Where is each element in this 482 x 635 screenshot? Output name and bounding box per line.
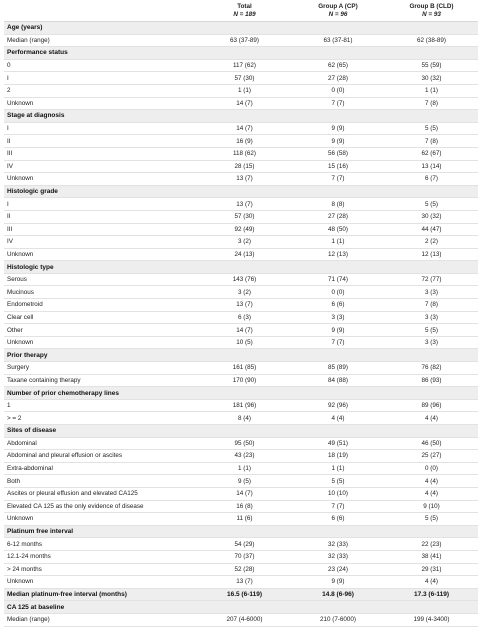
value-cell: 9 (9) [291,135,385,148]
value-cell: 1 (1) [198,84,291,97]
value-cell: 7 (8) [385,299,478,312]
row-label: I [4,72,198,85]
value-cell: 0 (0) [291,286,385,299]
value-cell: 7 (7) [291,97,385,110]
value-cell: 57 (30) [198,72,291,85]
section-label: Age (years) [4,22,478,35]
value-cell: 7 (7) [291,336,385,349]
value-cell: 3 (3) [291,311,385,324]
value-cell: 54 (29) [198,538,291,551]
value-cell: 170 (90) [198,374,291,387]
value-cell: 14 (7) [198,122,291,135]
row-label: Endometroid [4,299,198,312]
value-cell: 161 (85) [198,362,291,375]
row-label: II [4,135,198,148]
value-cell: 4 (4) [385,412,478,425]
value-cell: 7 (8) [385,135,478,148]
table-row [4,563,478,576]
value-cell: 14 (7) [198,97,291,110]
value-cell: 12 (13) [385,248,478,261]
header-group-a-n: N = 96 [328,11,348,18]
row-label: Abdominal and pleural effusion or ascites [4,450,198,463]
table-row [4,34,478,47]
table-row [4,513,478,526]
row-label: 0 [4,59,198,72]
value-cell: 25 (27) [385,450,478,463]
section-header-row [4,110,478,123]
value-cell: 4 (4) [291,412,385,425]
value-cell: 3 (3) [385,336,478,349]
row-label: Unknown [4,97,198,110]
table-row [4,173,478,186]
table-row [4,437,478,450]
header-row [4,0,478,22]
table-row [4,324,478,337]
value-cell: 44 (47) [385,223,478,236]
value-cell: 5 (5) [385,198,478,211]
value-cell: 9 (9) [291,122,385,135]
value-cell: 70 (37) [198,550,291,563]
value-cell: 2 (2) [385,236,478,249]
value-cell: 28 (15) [198,160,291,173]
section-label: Median platinum-free interval (months) [4,588,198,601]
header-group-a-title: Group A (CP) [318,3,358,10]
section-stat-cell: 14.8 (6-96) [291,588,385,601]
table-row [4,122,478,135]
table-row [4,160,478,173]
table-row [4,500,478,513]
value-cell: 5 (5) [385,513,478,526]
value-cell: 4 (4) [385,576,478,589]
value-cell: 16 (8) [198,500,291,513]
header-group-b-n: N = 93 [422,11,441,18]
table-row [4,72,478,85]
value-cell: 46 (50) [385,437,478,450]
row-label: Both [4,475,198,488]
table-row [4,550,478,563]
table-row [4,210,478,223]
value-cell: 6 (3) [198,311,291,324]
value-cell: 7 (7) [291,500,385,513]
section-label: Histologic grade [4,185,478,198]
table-row [4,286,478,299]
value-cell: 118 (62) [198,147,291,160]
value-cell: 10 (10) [291,487,385,500]
value-cell: 10 (5) [198,336,291,349]
table-row [4,412,478,425]
section-label: CA 125 at baseline [4,601,478,614]
value-cell: 3 (2) [198,236,291,249]
section-label: Platinum free interval [4,525,478,538]
row-label: Extra-abdominal [4,462,198,475]
value-cell: 12 (13) [291,248,385,261]
value-cell: 6 (6) [291,513,385,526]
row-label: Median (range) [4,613,198,626]
value-cell: 13 (7) [198,198,291,211]
header-total-title: Total [237,3,252,10]
value-cell: 38 (41) [385,550,478,563]
value-cell: 63 (37-89) [198,34,291,47]
value-cell: 84 (88) [291,374,385,387]
value-cell: 48 (50) [291,223,385,236]
characteristics-table [4,0,478,627]
value-cell: 62 (67) [385,147,478,160]
row-label: Unknown [4,173,198,186]
value-cell: 3 (3) [385,311,478,324]
table-row [4,248,478,261]
section-stat-cell: 17.3 (6-119) [385,588,478,601]
value-cell: 22 (23) [385,538,478,551]
value-cell: 143 (76) [198,273,291,286]
value-cell: 32 (33) [291,550,385,563]
value-cell: 89 (96) [385,399,478,412]
value-cell: 18 (19) [291,450,385,463]
table-row [4,336,478,349]
value-cell: 92 (49) [198,223,291,236]
value-cell: 16 (9) [198,135,291,148]
value-cell: 49 (51) [291,437,385,450]
section-label: Prior therapy [4,349,478,362]
table-row [4,311,478,324]
value-cell: 5 (5) [385,122,478,135]
value-cell: 3 (3) [385,286,478,299]
row-label: III [4,147,198,160]
row-label: Unknown [4,336,198,349]
section-header-row [4,349,478,362]
value-cell: 63 (37-81) [291,34,385,47]
value-cell: 6 (7) [385,173,478,186]
value-cell: 13 (7) [198,299,291,312]
value-cell: 85 (89) [291,362,385,375]
value-cell: 30 (32) [385,72,478,85]
value-cell: 8 (8) [291,198,385,211]
value-cell: 13 (7) [198,173,291,186]
value-cell: 13 (7) [198,576,291,589]
row-label: I [4,198,198,211]
table-row [4,538,478,551]
value-cell: 55 (59) [385,59,478,72]
section-label: Sites of disease [4,425,478,438]
row-label: 6-12 months [4,538,198,551]
section-label: Number of prior chemotherapy lines [4,387,478,400]
value-cell: 5 (5) [385,324,478,337]
value-cell: 199 (4-3400) [385,613,478,626]
table-row [4,399,478,412]
value-cell: 8 (4) [198,412,291,425]
section-header-row [4,525,478,538]
row-label: Unknown [4,576,198,589]
header-total [198,0,291,22]
table-row [4,462,478,475]
row-label: Abdominal [4,437,198,450]
table-row [4,198,478,211]
value-cell: 0 (0) [385,462,478,475]
row-label: IV [4,236,198,249]
row-label: Unknown [4,513,198,526]
row-label: Other [4,324,198,337]
row-label: II [4,210,198,223]
value-cell: 1 (1) [198,462,291,475]
value-cell: 95 (50) [198,437,291,450]
value-cell: 117 (62) [198,59,291,72]
value-cell: 3 (2) [198,286,291,299]
value-cell: 57 (30) [198,210,291,223]
header-group-a [291,0,385,22]
header-group-b [385,0,478,22]
row-label: III [4,223,198,236]
row-label: 12.1-24 months [4,550,198,563]
row-label: I [4,122,198,135]
value-cell: 9 (5) [198,475,291,488]
value-cell: 15 (16) [291,160,385,173]
table-row [4,475,478,488]
table-row [4,487,478,500]
value-cell: 62 (65) [291,59,385,72]
value-cell: 210 (7-6000) [291,613,385,626]
value-cell: 43 (23) [198,450,291,463]
header-group-b-title: Group B (CLD) [409,3,454,10]
value-cell: 1 (1) [291,236,385,249]
table-row [4,576,478,589]
row-label: 1 [4,399,198,412]
value-cell: 76 (82) [385,362,478,375]
value-cell: 4 (4) [385,487,478,500]
value-cell: 32 (33) [291,538,385,551]
value-cell: 29 (31) [385,563,478,576]
value-cell: 1 (1) [291,462,385,475]
value-cell: 23 (24) [291,563,385,576]
row-label: Taxane containing therapy [4,374,198,387]
value-cell: 6 (6) [291,299,385,312]
value-cell: 30 (32) [385,210,478,223]
value-cell: 27 (28) [291,72,385,85]
value-cell: 9 (9) [291,576,385,589]
value-cell: 71 (74) [291,273,385,286]
value-cell: 13 (14) [385,160,478,173]
table-row [4,135,478,148]
value-cell: 4 (4) [385,475,478,488]
value-cell: 181 (96) [198,399,291,412]
value-cell: 9 (10) [385,500,478,513]
value-cell: 5 (5) [291,475,385,488]
value-cell: 56 (58) [291,147,385,160]
value-cell: 92 (96) [291,399,385,412]
table-row [4,273,478,286]
table-row [4,236,478,249]
row-label: IV [4,160,198,173]
table-row [4,223,478,236]
value-cell: 11 (6) [198,513,291,526]
value-cell: 14 (7) [198,324,291,337]
row-label: Clear cell [4,311,198,324]
section-label: Histologic type [4,261,478,274]
header-blank [4,0,198,22]
section-header-row [4,22,478,35]
table-row [4,84,478,97]
table-row [4,613,478,626]
section-stat-cell: 16.5 (6-119) [198,588,291,601]
row-label: Unknown [4,248,198,261]
header-total-n: N = 189 [233,11,256,18]
value-cell: 9 (9) [291,324,385,337]
row-label: > 24 months [4,563,198,576]
value-cell: 52 (28) [198,563,291,576]
value-cell: 0 (0) [291,84,385,97]
section-label: Performance status [4,47,478,60]
table-body [4,22,478,627]
section-header-row [4,47,478,60]
section-header-row [4,425,478,438]
value-cell: 62 (38-89) [385,34,478,47]
value-cell: 86 (93) [385,374,478,387]
table-row [4,299,478,312]
value-cell: 1 (1) [385,84,478,97]
section-header-row [4,261,478,274]
value-cell: 7 (8) [385,97,478,110]
row-label: Surgery [4,362,198,375]
table-row [4,450,478,463]
section-label: Stage at diagnosis [4,110,478,123]
table-row [4,59,478,72]
value-cell: 14 (7) [198,487,291,500]
value-cell: 72 (77) [385,273,478,286]
table-row [4,362,478,375]
value-cell: 24 (13) [198,248,291,261]
table-row [4,374,478,387]
row-label: 2 [4,84,198,97]
value-cell: 7 (7) [291,173,385,186]
row-label: Elevated CA 125 as the only evidence of disease [4,500,198,513]
table-row [4,97,478,110]
section-header-row [4,601,478,614]
row-label: Serous [4,273,198,286]
section-header-row [4,588,478,601]
value-cell: 207 (4-6000) [198,613,291,626]
row-label: Ascites or pleural effusion and elevated CA125 [4,487,198,500]
value-cell: 27 (28) [291,210,385,223]
row-label: Mucinous [4,286,198,299]
row-label: Median (range) [4,34,198,47]
section-header-row [4,185,478,198]
row-label: > = 2 [4,412,198,425]
section-header-row [4,387,478,400]
table-row [4,147,478,160]
